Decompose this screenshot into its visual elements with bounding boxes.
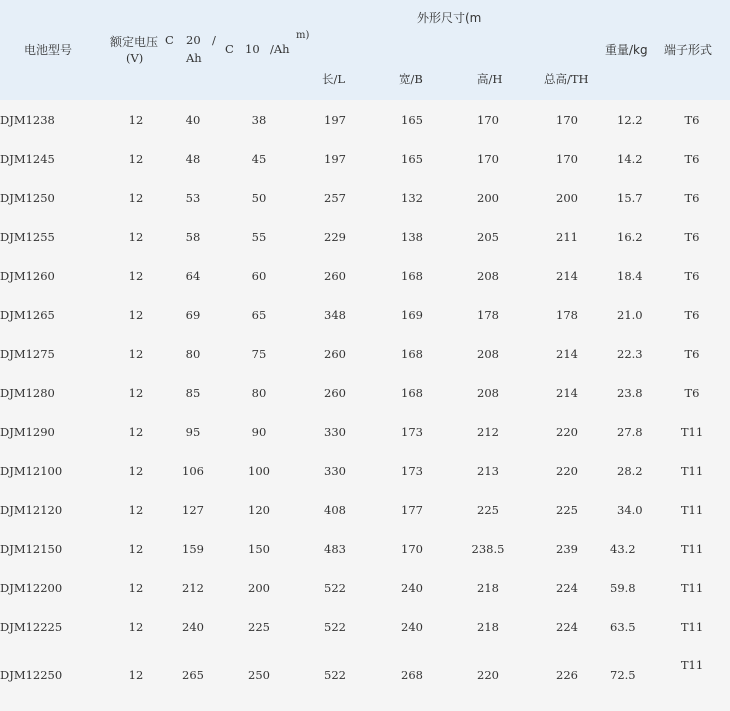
header-terminal: 端子形式 <box>664 43 713 57</box>
cell-kg: 63.5 <box>610 620 636 634</box>
header-dimensions: 外形尺寸(m <box>417 11 482 25</box>
header-voltage: 额定电压 <box>110 35 159 49</box>
table-row <box>0 490 730 529</box>
cell-c20: 106 <box>182 464 204 478</box>
cell-b: 177 <box>401 503 423 517</box>
cell-h: 178 <box>477 308 499 322</box>
cell-h: 170 <box>477 152 499 166</box>
header-voltage-unit: (V) <box>126 51 144 65</box>
cell-l: 197 <box>324 152 346 166</box>
table-header <box>0 0 730 100</box>
cell-l: 197 <box>324 113 346 127</box>
cell-c10: 50 <box>251 191 267 205</box>
table-row <box>0 178 730 217</box>
cell-term: T11 <box>680 464 704 478</box>
table-row <box>0 100 730 139</box>
cell-c20: 240 <box>182 620 204 634</box>
cell-b: 168 <box>401 347 423 361</box>
cell-c20: 95 <box>185 425 201 439</box>
cell-h: 213 <box>477 464 499 478</box>
cell-term: T6 <box>684 113 700 127</box>
cell-term: T11 <box>680 503 704 517</box>
cell-th: 214 <box>556 269 578 283</box>
cell-b: 168 <box>401 386 423 400</box>
cell-l: 408 <box>324 503 346 517</box>
cell-c10: 200 <box>248 581 270 595</box>
header-model: 电池型号 <box>24 43 73 57</box>
cell-h: 200 <box>477 191 499 205</box>
cell-kg: 21.0 <box>617 308 643 322</box>
cell-c20: 48 <box>185 152 201 166</box>
cell-b: 173 <box>401 464 423 478</box>
header-c-label-1: C <box>165 33 174 47</box>
cell-c10: 60 <box>251 269 267 283</box>
cell-voltage: 12 <box>128 464 144 478</box>
cell-kg: 14.2 <box>617 152 643 166</box>
cell-th: 225 <box>556 503 578 517</box>
cell-term: T11 <box>680 425 704 439</box>
cell-l: 229 <box>324 230 346 244</box>
header-c10-unit: /Ah <box>270 42 290 56</box>
header-weight: 重量/kg <box>605 43 648 57</box>
cell-voltage: 12 <box>128 503 144 517</box>
table-row <box>0 412 730 451</box>
cell-term: T6 <box>684 308 700 322</box>
cell-h: 205 <box>477 230 499 244</box>
cell-voltage: 12 <box>128 386 144 400</box>
cell-c10: 45 <box>251 152 267 166</box>
cell-kg: 27.8 <box>617 425 643 439</box>
cell-term: T6 <box>684 230 700 244</box>
cell-l: 260 <box>324 269 346 283</box>
cell-c10: 80 <box>251 386 267 400</box>
cell-th: 211 <box>556 230 578 244</box>
cell-b: 168 <box>401 269 423 283</box>
table-row <box>0 139 730 178</box>
cell-th: 226 <box>556 668 578 682</box>
cell-kg: 15.7 <box>617 191 643 205</box>
cell-kg: 34.0 <box>617 503 643 517</box>
cell-model: DJM1280 <box>0 386 55 400</box>
cell-term: T11 <box>680 542 704 556</box>
cell-term: T6 <box>684 152 700 166</box>
cell-voltage: 12 <box>128 668 144 682</box>
cell-model: DJM12100 <box>0 464 63 478</box>
cell-term: T6 <box>684 347 700 361</box>
cell-h: 170 <box>477 113 499 127</box>
cell-l: 257 <box>324 191 346 205</box>
cell-model: DJM1260 <box>0 269 55 283</box>
cell-kg: 16.2 <box>617 230 643 244</box>
cell-voltage: 12 <box>128 191 144 205</box>
cell-kg: 22.3 <box>617 347 643 361</box>
cell-voltage: 12 <box>128 620 144 634</box>
cell-h: 220 <box>477 668 499 682</box>
header-length: 长/L <box>322 72 346 86</box>
cell-c20: 40 <box>185 113 201 127</box>
cell-kg: 72.5 <box>610 668 636 682</box>
cell-kg: 18.4 <box>617 269 643 283</box>
cell-term: T11 <box>680 620 704 634</box>
cell-c10: 38 <box>251 113 267 127</box>
cell-model: DJM1275 <box>0 347 55 361</box>
cell-th: 178 <box>556 308 578 322</box>
cell-model: DJM1238 <box>0 113 55 127</box>
cell-h: 208 <box>477 347 499 361</box>
cell-b: 240 <box>401 620 423 634</box>
cell-term: T6 <box>684 191 700 205</box>
cell-model: DJM1255 <box>0 230 55 244</box>
cell-th: 224 <box>556 581 578 595</box>
cell-c20: 69 <box>185 308 201 322</box>
cell-l: 330 <box>324 425 346 439</box>
header-slash: / <box>212 33 216 47</box>
cell-kg: 43.2 <box>610 542 636 556</box>
cell-th: 220 <box>556 464 578 478</box>
cell-c10: 90 <box>251 425 267 439</box>
cell-model: DJM1290 <box>0 425 55 439</box>
table-row <box>0 295 730 334</box>
cell-model: DJM1250 <box>0 191 55 205</box>
cell-voltage: 12 <box>128 542 144 556</box>
cell-kg: 12.2 <box>617 113 643 127</box>
cell-model: DJM12120 <box>0 503 63 517</box>
header-c-label-2: C <box>225 42 234 56</box>
table-row <box>0 334 730 373</box>
table-row <box>0 217 730 256</box>
cell-c20: 80 <box>185 347 201 361</box>
cell-th: 200 <box>556 191 578 205</box>
cell-l: 522 <box>324 581 346 595</box>
table-row <box>0 607 730 646</box>
cell-term: T11 <box>680 581 704 595</box>
cell-h: 225 <box>477 503 499 517</box>
header-dimensions-suffix: m) <box>296 30 310 41</box>
cell-kg: 59.8 <box>610 581 636 595</box>
header-height: 高/H <box>477 72 503 86</box>
cell-b: 169 <box>401 308 423 322</box>
cell-l: 260 <box>324 347 346 361</box>
cell-l: 260 <box>324 386 346 400</box>
cell-b: 132 <box>401 191 423 205</box>
cell-b: 240 <box>401 581 423 595</box>
cell-th: 224 <box>556 620 578 634</box>
cell-c20: 85 <box>185 386 201 400</box>
table-row <box>0 256 730 295</box>
cell-l: 522 <box>324 668 346 682</box>
cell-c10: 100 <box>248 464 270 478</box>
cell-h: 208 <box>477 386 499 400</box>
cell-voltage: 12 <box>128 230 144 244</box>
cell-h: 238.5 <box>471 542 505 556</box>
header-c20-unit: Ah <box>186 51 202 65</box>
cell-kg: 23.8 <box>617 386 643 400</box>
header-c10-num: 10 <box>245 42 260 56</box>
cell-th: 239 <box>556 542 578 556</box>
cell-model: DJM1265 <box>0 308 55 322</box>
cell-c20: 127 <box>182 503 204 517</box>
cell-b: 165 <box>401 113 423 127</box>
cell-voltage: 12 <box>128 347 144 361</box>
cell-l: 330 <box>324 464 346 478</box>
cell-h: 218 <box>477 581 499 595</box>
cell-c10: 75 <box>251 347 267 361</box>
header-c20-num: 20 <box>186 33 201 47</box>
cell-term: T6 <box>684 386 700 400</box>
cell-b: 165 <box>401 152 423 166</box>
cell-h: 208 <box>477 269 499 283</box>
cell-b: 170 <box>401 542 423 556</box>
cell-c10: 150 <box>248 542 270 556</box>
cell-c10: 55 <box>251 230 267 244</box>
cell-c10: 65 <box>251 308 267 322</box>
cell-kg: 28.2 <box>617 464 643 478</box>
table-row <box>0 451 730 490</box>
cell-c20: 53 <box>185 191 201 205</box>
cell-voltage: 12 <box>128 113 144 127</box>
cell-voltage: 12 <box>128 152 144 166</box>
cell-c20: 212 <box>182 581 204 595</box>
header-width: 宽/B <box>399 72 423 86</box>
cell-th: 220 <box>556 425 578 439</box>
cell-b: 173 <box>401 425 423 439</box>
cell-c20: 64 <box>185 269 201 283</box>
cell-voltage: 12 <box>128 308 144 322</box>
cell-th: 170 <box>556 152 578 166</box>
cell-c10: 225 <box>248 620 270 634</box>
table-row <box>0 646 730 685</box>
cell-c10: 120 <box>248 503 270 517</box>
table-row <box>0 529 730 568</box>
cell-model: DJM12250 <box>0 668 63 682</box>
cell-b: 138 <box>401 230 423 244</box>
cell-b: 268 <box>401 668 423 682</box>
cell-term: T6 <box>684 269 700 283</box>
cell-term: T11 <box>680 658 704 672</box>
cell-c10: 250 <box>248 668 270 682</box>
table-row <box>0 568 730 607</box>
cell-l: 522 <box>324 620 346 634</box>
cell-c20: 159 <box>182 542 204 556</box>
cell-voltage: 12 <box>128 581 144 595</box>
cell-voltage: 12 <box>128 269 144 283</box>
table-row <box>0 373 730 412</box>
cell-model: DJM12150 <box>0 542 63 556</box>
cell-l: 483 <box>324 542 346 556</box>
header-total-height: 总高/TH <box>544 72 589 86</box>
cell-voltage: 12 <box>128 425 144 439</box>
cell-c20: 58 <box>185 230 201 244</box>
cell-h: 212 <box>477 425 499 439</box>
cell-h: 218 <box>477 620 499 634</box>
cell-model: DJM12200 <box>0 581 63 595</box>
cell-model: DJM12225 <box>0 620 63 634</box>
cell-c20: 265 <box>182 668 204 682</box>
cell-l: 348 <box>324 308 346 322</box>
cell-th: 214 <box>556 386 578 400</box>
cell-model: DJM1245 <box>0 152 55 166</box>
cell-th: 170 <box>556 113 578 127</box>
cell-th: 214 <box>556 347 578 361</box>
